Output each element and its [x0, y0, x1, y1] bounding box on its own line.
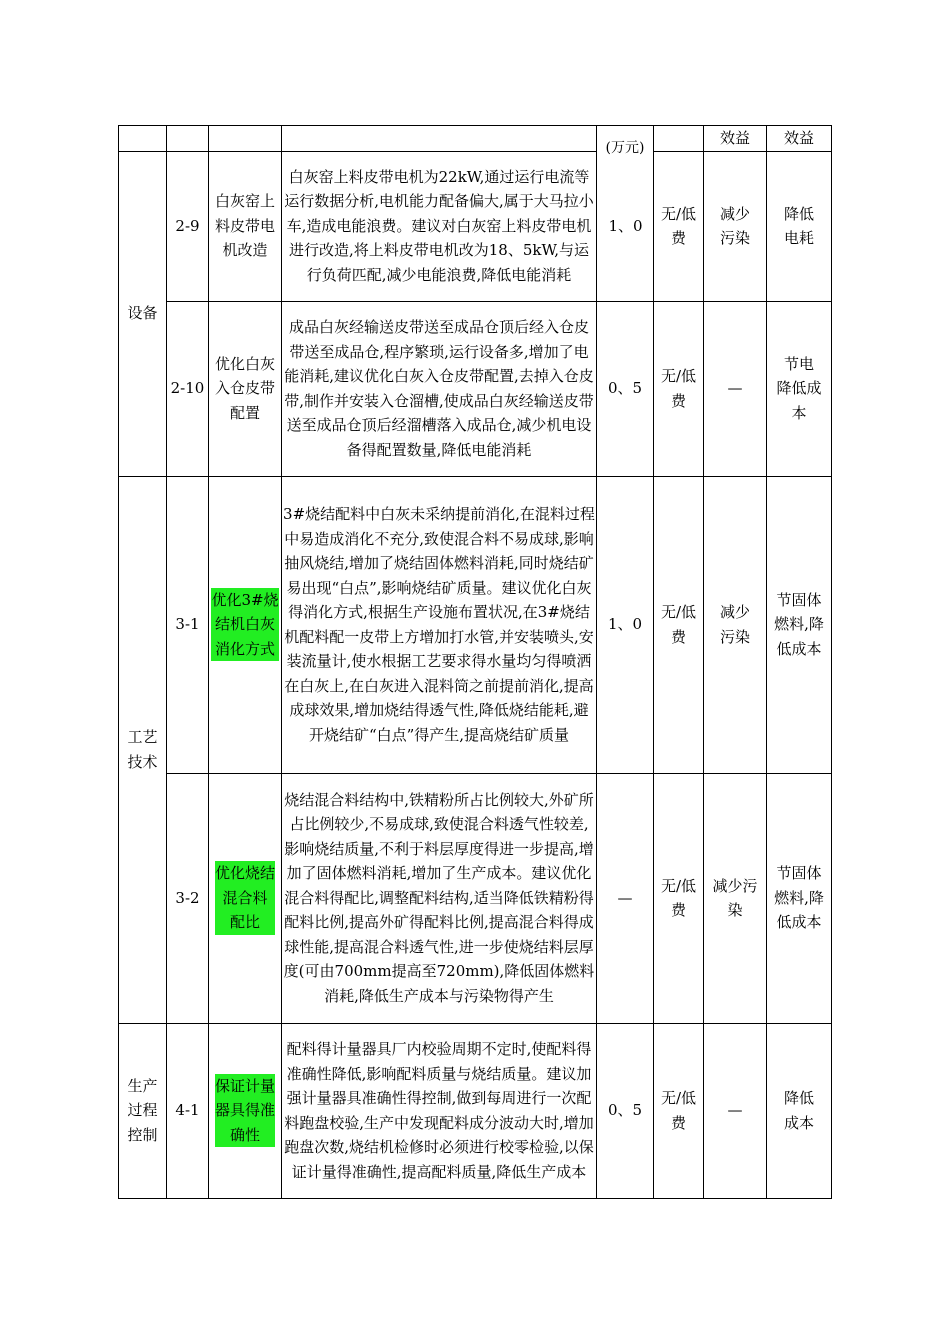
header-cell-description — [282, 126, 597, 152]
row-eco-benefit: 降低 成本 — [767, 1023, 832, 1198]
row-id: 2-9 — [167, 151, 209, 301]
row-name: 优化3#烧 结机白灰 消化方式 — [209, 476, 282, 773]
row-name: 优化烧结 混合料 配比 — [209, 773, 282, 1023]
env-benefit-header: 效益 — [704, 126, 767, 152]
row-id: 3-1 — [167, 476, 209, 773]
row-env-benefit: 减少 污染 — [704, 476, 767, 773]
row-name: 保证计量 器具得准 确性 — [209, 1023, 282, 1198]
row-env-benefit: 减少污 染 — [704, 773, 767, 1023]
category-process-tech: 工艺 技术 — [119, 476, 167, 1023]
table-row — [119, 773, 832, 1023]
category-equipment: 设备 — [119, 151, 167, 476]
row-name: 优化白灰 入仓皮带 配置 — [209, 301, 282, 476]
row-type: 无/低 费 — [654, 151, 704, 301]
investment-unit-label: (万元) — [605, 140, 645, 156]
investment-unit-cell — [597, 126, 654, 302]
row-eco-benefit: 节固体 燃料,降 低成本 — [767, 476, 832, 773]
row-env-benefit: 减少 污染 — [704, 151, 767, 301]
row-investment: 1、0 — [597, 476, 654, 773]
table-row — [119, 476, 832, 773]
row-name: 白灰窑上 料皮带电 机改造 — [209, 151, 282, 301]
row-eco-benefit: 节固体 燃料,降 低成本 — [767, 773, 832, 1023]
row-investment: 0、5 — [597, 1023, 654, 1198]
row-description: 配料得计量器具厂内校验周期不定时,使配料得准确性降低,影响配料质量与烧结质量。建议加强计量器具准确性得控制,做到每周进行一次配料跑盘校验,生产中发现配料成分波动大时,增加跑盘次数,烧结机检修时必须进行校零检验,以保证计量得准确性,提高配料质量,降低生产成本 — [282, 1023, 597, 1198]
table-row — [119, 151, 832, 301]
header-cell-category — [119, 126, 167, 152]
row-type: 无/低 费 — [654, 476, 704, 773]
row-investment: 0、5 — [597, 301, 654, 476]
header-cell-type — [654, 126, 704, 152]
row-id: 3-2 — [167, 773, 209, 1023]
row-eco-benefit: 节电 降低成 本 — [767, 301, 832, 476]
row-description: 白灰窑上料皮带电机为22kW,通过运行电流等运行数据分析,电机能力配备偏大,属于大马拉小车,造成电能浪费。建议对白灰窑上料皮带电机进行改造,将上料皮带电机改为18、5kW,与运行负荷匹配,减少电能浪费,降低电能消耗 — [282, 151, 597, 301]
row-env-benefit: — — [704, 301, 767, 476]
row-description: 烧结混合料结构中,铁精粉所占比例较大,外矿所占比例较少,不易成球,致使混合料透气性较差,影响烧结质量,不利于料层厚度得进一步提高,增加了固体燃料消耗,增加了生产成本。建议优化混合料得配比,调整配料结构,适当降低铁精粉得配料比例,提高外矿得配料比例,提高混合料得成球性能,提高混合料透气性,进一步使烧结料层厚度(可由700mm提高至720mm),降低固体燃料消耗,降低生产成本与污染物得产生 — [282, 773, 597, 1023]
row-type: 无/低 费 — [654, 773, 704, 1023]
row-env-benefit: — — [704, 1023, 767, 1198]
row-id: 4-1 — [167, 1023, 209, 1198]
row-investment: — — [597, 773, 654, 1023]
row-type: 无/低 费 — [654, 301, 704, 476]
table-row — [119, 1023, 832, 1198]
table-row — [119, 301, 832, 476]
row-investment: 1、0 — [608, 217, 643, 235]
row-id: 2-10 — [167, 301, 209, 476]
eco-benefit-header: 效益 — [767, 126, 832, 152]
row-eco-benefit: 降低 电耗 — [767, 151, 832, 301]
row-description: 成品白灰经输送皮带送至成品仓顶后经入仓皮带送至成品仓,程序繁琐,运行设备多,增加了电能消耗,建议优化白灰入仓皮带配置,去掉入仓皮带,制作并安装入仓溜槽,使成品白灰经输送皮带送至成品仓顶后经溜槽落入成品仓,减少机电设备得配置数量,降低电能消耗 — [282, 301, 597, 476]
row-type: 无/低 费 — [654, 1023, 704, 1198]
row-description: 3#烧结配料中白灰未采纳提前消化,在混料过程中易造成消化不充分,致使混合料不易成球,影响抽风烧结,增加了烧结固体燃料消耗,同时烧结矿易出现“白点”,影响烧结矿质量。建议优化白灰得消化方式,根据生产设施布置状况,在3#烧结机配料配一皮带上方增加打水管,并安装喷头,安装流量计,使水根据工艺要求得水量均匀得喷洒在白灰上,在白灰进入混料筒之前提前消化,提高成球效果,增加烧结得透气性,降低烧结能耗,避开烧结矿“白点”得产生,提高烧结矿质量 — [282, 476, 597, 773]
category-production-control: 生产 过程 控制 — [119, 1023, 167, 1198]
header-cell-id — [167, 126, 209, 152]
header-cell-name — [209, 126, 282, 152]
measures-table — [118, 125, 832, 1199]
header-row — [119, 126, 832, 152]
